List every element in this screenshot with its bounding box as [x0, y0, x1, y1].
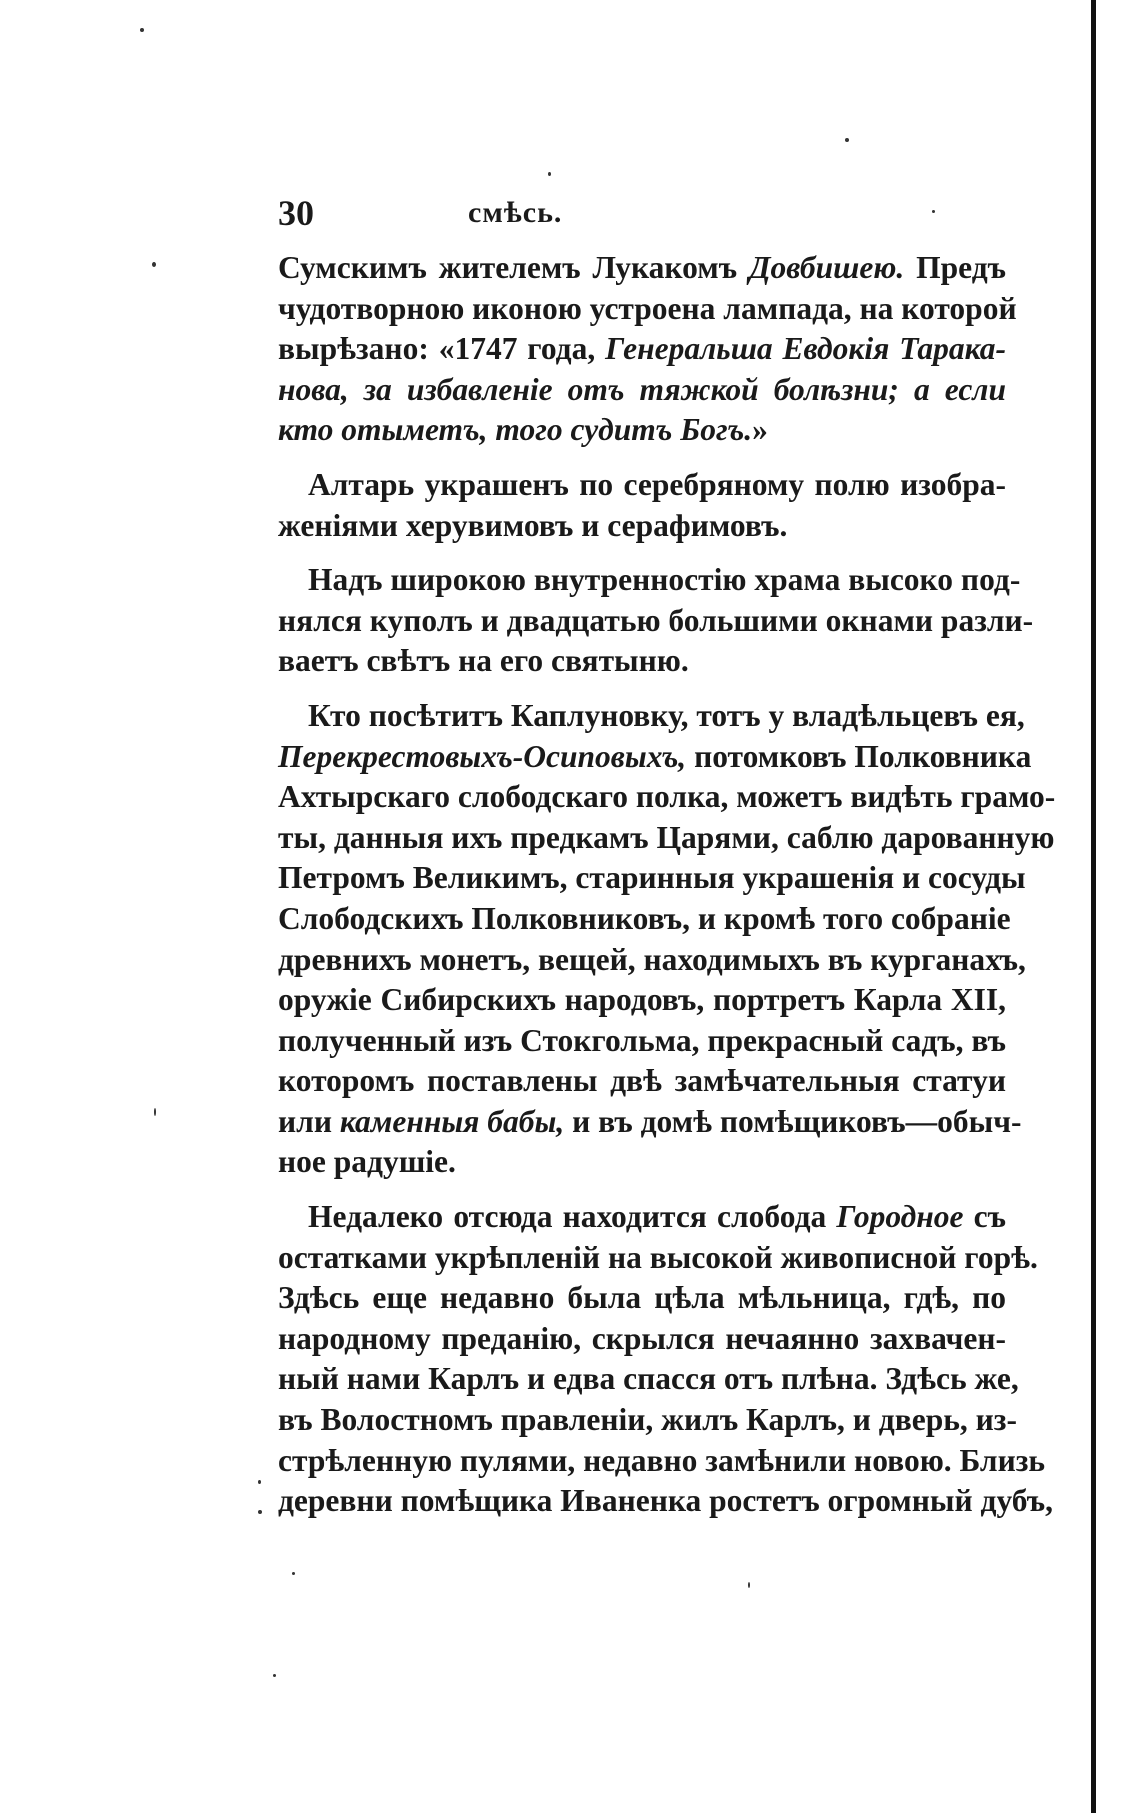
text-line: деревни помѣщика Иваненка ростетъ огромный дубъ, [278, 1483, 1053, 1519]
text-line: кто отыметъ, того судитъ Богъ.» [278, 412, 768, 448]
scan-speck [258, 1480, 261, 1484]
scan-speck [932, 210, 935, 213]
running-head: смѣсь. [468, 196, 563, 229]
text-line: полученный изъ Стокгольма, прекрасный садъ, въ [278, 1022, 1006, 1058]
text-line: народному преданію, скрылся нечаянно захвачен- [278, 1320, 1006, 1356]
scan-speck [154, 1108, 156, 1116]
scan-speck [292, 1572, 295, 1575]
text-line: Недалеко отсюда находится слобода Городное съ [308, 1199, 1006, 1235]
scan-speck [258, 1510, 262, 1514]
text-line: стрѣленную пулями, недавно замѣнили новою. Близь [278, 1442, 1046, 1478]
text-line: вырѣзано: «1747 года, Генеральша Евдокія Тарака- [278, 331, 1006, 367]
text-line: въ Волостномъ правленіи, жилъ Карлъ, и дверь, из- [278, 1402, 1017, 1438]
text-line: Алтарь украшенъ по серебряному полю изобра- [308, 466, 1006, 502]
scan-speck [152, 262, 156, 267]
page-header [278, 192, 1018, 242]
text-line: оружіе Сибирскихъ народовъ, портретъ Карла XII, [278, 982, 1006, 1018]
text-line: Здѣсь еще недавно была цѣла мѣльница, гдѣ, по [278, 1280, 1006, 1316]
text-line: Надъ широкою внутренностію храма высоко под- [308, 562, 1021, 598]
scan-speck [548, 172, 551, 176]
text-line: Петромъ Великимъ, старинныя украшенія и сосуды [278, 860, 1026, 896]
text-line: которомъ поставлены двѣ замѣчательныя статуи [278, 1063, 1006, 1099]
text-line: древнихъ монетъ, вещей, находимыхъ въ курганахъ, [278, 941, 1026, 977]
text-line: Слободскихъ Полковниковъ, и кромѣ того собраніе [278, 900, 1011, 936]
text-line: ный нами Карлъ и едва спасся отъ плѣна. Здѣсь же, [278, 1361, 1019, 1397]
text-line: женіями херувимовъ и серафимовъ. [278, 507, 788, 543]
text-line: Перекрестовыхъ-Осиповыхъ, потомковъ Полковника [278, 738, 1032, 774]
body-text [278, 248, 1056, 1522]
text-line: ное радушіе. [278, 1144, 456, 1180]
text-line: Ахтырскаго слободскаго полка, можетъ видѣть грамо- [278, 779, 1056, 815]
text-line: Сумскимъ жителемъ Лукакомъ Довбишею. Предъ [278, 250, 1006, 285]
page-edge-border [1091, 0, 1096, 1813]
scan-speck [845, 138, 849, 142]
text-line: Кто посѣтитъ Каплуновку, тотъ у владѣльцевъ ея, [308, 697, 1025, 733]
text-line: нялся куполъ и двадцатью большими окнами разли- [278, 602, 1034, 638]
text-line: ваетъ свѣтъ на его святыню. [278, 643, 689, 679]
text-line: чудотворною иконою устроена лампада, на которой [278, 290, 1017, 326]
text-line: ты, данныя ихъ предкамъ Царями, саблю дарованную [278, 819, 1055, 855]
page-number: 30 [278, 193, 314, 233]
text-line: остатками укрѣпленій на высокой живописной горѣ. [278, 1239, 1038, 1275]
scan-speck [140, 28, 144, 32]
text-line: нова, за избавленіе отъ тяжкой болѣзни; а если [278, 371, 1006, 407]
text-line: или каменныя бабы, и въ домѣ помѣщиковъ—обыч- [278, 1103, 1022, 1139]
scan-speck [748, 1582, 750, 1588]
scan-speck [273, 1674, 276, 1677]
